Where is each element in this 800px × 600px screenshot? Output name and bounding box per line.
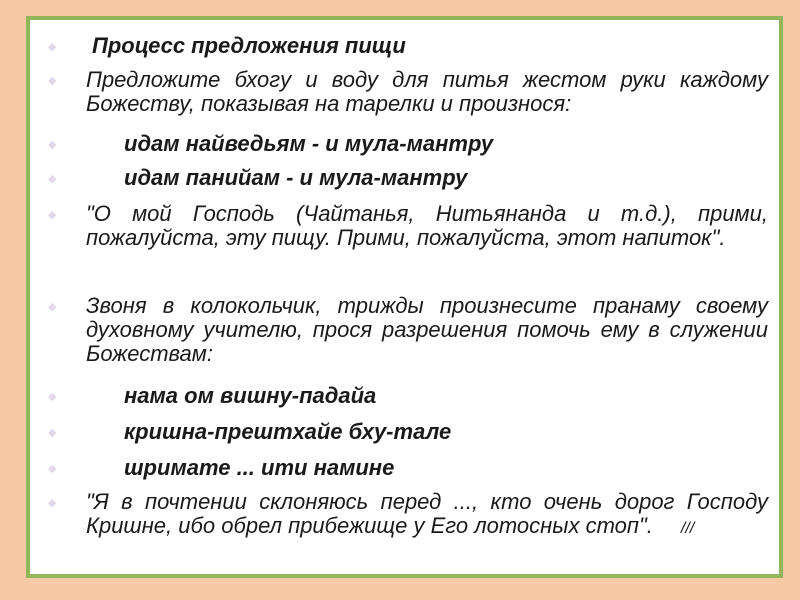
prayer-text: "О мой Господь (Чайтанья, Нитьянанда и т.д.), прими, пожалуйста, эту пищу. Прими, пожалуйста, этот напиток". [86, 201, 768, 250]
bullet-icon: ◆ [48, 173, 57, 185]
mantra-text: идам найведьям - и мула-мантру [124, 131, 494, 156]
bullet-icon: ◆ [48, 75, 57, 87]
bullet-icon: ◆ [48, 41, 57, 53]
slide-panel [26, 16, 783, 578]
prayer-text [86, 490, 768, 541]
bullet-icon: ◆ [48, 209, 57, 221]
mantra-text: кришна-прештхайе бху-тале [124, 419, 452, 444]
bullet-icon: ◆ [48, 139, 57, 151]
mantra-text: идам панийам - и мула-мантру [124, 165, 468, 190]
bullet-icon: ◆ [48, 391, 57, 403]
prayer-text-content: "Я в почтении склоняюсь перед ..., кто очень дорог Господу Кришне, ибо обрел прибежище у Его лотосных стоп". [86, 489, 768, 538]
bullet-icon: ◆ [48, 463, 57, 475]
item-text: Предложите бхогу и воду для питья жестом руки каждому Божеству, показывая на тарелки и произнося: [86, 67, 768, 116]
trailing-mark: /// [680, 520, 695, 537]
bullet-icon: ◆ [48, 427, 57, 439]
bullet-icon: ◆ [48, 301, 57, 313]
slide-title: Процесс предложения пищи [92, 33, 406, 58]
item-text: Звоня в колокольчик, трижды произнесите пранаму своему духовному учителю, прося разрешения помочь ему в служении Божествам: [86, 293, 768, 366]
mantra-text: шримате ... ити намине [124, 455, 395, 480]
mantra-text: нама ом вишну-падайа [124, 383, 377, 408]
bullet-icon: ◆ [48, 497, 57, 509]
